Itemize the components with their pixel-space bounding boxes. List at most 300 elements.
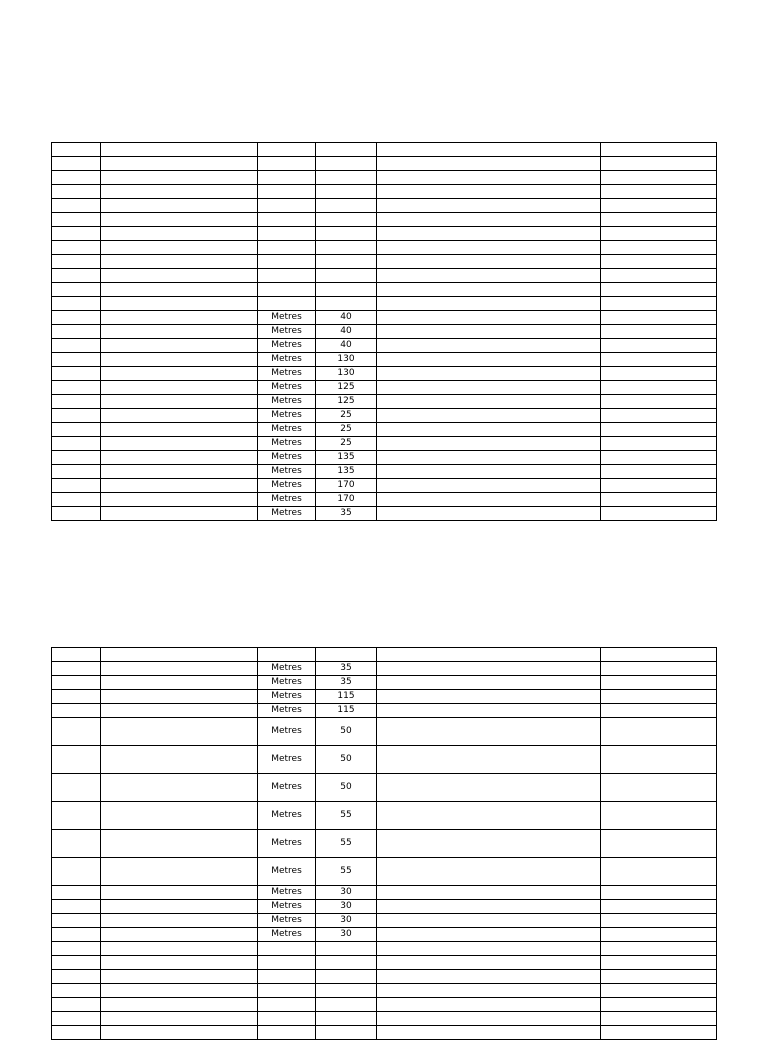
unit-cell [258, 157, 316, 171]
unit-cell [258, 297, 316, 311]
unit-cell [258, 970, 316, 984]
unit-cell [258, 227, 316, 241]
item-cell [52, 143, 101, 157]
rate-cell [377, 143, 601, 157]
unit-cell: Metres [258, 802, 316, 830]
item-cell [52, 213, 101, 227]
unit-cell: Metres [258, 886, 316, 900]
amount-cell [601, 914, 717, 928]
quantity-cell: 50 [316, 746, 377, 774]
rate-cell [377, 914, 601, 928]
rate-cell [377, 437, 601, 451]
rate-cell [377, 886, 601, 900]
table-row [52, 269, 717, 283]
item-cell [52, 199, 101, 213]
table-row [52, 409, 717, 423]
description-cell [101, 648, 258, 662]
item-cell [52, 437, 101, 451]
description-cell [101, 914, 258, 928]
unit-cell: Metres [258, 353, 316, 367]
description-cell [101, 353, 258, 367]
amount-cell [601, 858, 717, 886]
description-cell [101, 451, 258, 465]
unit-cell: Metres [258, 718, 316, 746]
rate-cell [377, 648, 601, 662]
quantity-cell: 170 [316, 493, 377, 507]
quantity-cell: 55 [316, 830, 377, 858]
rate-cell [377, 339, 601, 353]
unit-cell [258, 283, 316, 297]
item-cell [52, 479, 101, 493]
unit-cell: Metres [258, 746, 316, 774]
amount-cell [601, 746, 717, 774]
quantity-cell [316, 171, 377, 185]
quantity-cell [316, 283, 377, 297]
rate-cell [377, 998, 601, 1012]
description-cell [101, 830, 258, 858]
item-cell [52, 353, 101, 367]
description-cell [101, 143, 258, 157]
rate-cell [377, 493, 601, 507]
description-cell [101, 479, 258, 493]
item-cell [52, 970, 101, 984]
item-cell [52, 367, 101, 381]
rate-cell [377, 241, 601, 255]
quantity-cell: 50 [316, 718, 377, 746]
table-row [52, 353, 717, 367]
item-cell [52, 858, 101, 886]
unit-cell: Metres [258, 381, 316, 395]
rate-cell [377, 802, 601, 830]
item-cell [52, 493, 101, 507]
unit-cell: Metres [258, 914, 316, 928]
item-cell [52, 900, 101, 914]
unit-cell [258, 648, 316, 662]
table-row [52, 676, 717, 690]
description-cell [101, 381, 258, 395]
item-cell [52, 507, 101, 521]
amount-cell [601, 830, 717, 858]
table-row [52, 465, 717, 479]
quantity-cell: 40 [316, 311, 377, 325]
unit-cell [258, 255, 316, 269]
unit-cell: Metres [258, 409, 316, 423]
unit-cell: Metres [258, 774, 316, 802]
description-cell [101, 465, 258, 479]
amount-cell [601, 956, 717, 970]
rate-cell [377, 311, 601, 325]
description-cell [101, 507, 258, 521]
rate-cell [377, 774, 601, 802]
quantity-cell: 115 [316, 704, 377, 718]
description-cell [101, 409, 258, 423]
unit-cell: Metres [258, 493, 316, 507]
unit-cell [258, 199, 316, 213]
description-cell [101, 942, 258, 956]
quantity-cell: 30 [316, 914, 377, 928]
amount-cell [601, 423, 717, 437]
amount-cell [601, 984, 717, 998]
item-cell [52, 185, 101, 199]
table-row [52, 858, 717, 886]
item-cell [52, 451, 101, 465]
quantity-cell: 35 [316, 676, 377, 690]
item-cell [52, 830, 101, 858]
rate-cell [377, 1026, 601, 1040]
description-cell [101, 227, 258, 241]
description-cell [101, 311, 258, 325]
amount-cell [601, 199, 717, 213]
rate-cell [377, 255, 601, 269]
unit-cell: Metres [258, 311, 316, 325]
rate-cell [377, 746, 601, 774]
description-cell [101, 255, 258, 269]
amount-cell [601, 998, 717, 1012]
rate-cell [377, 171, 601, 185]
amount-cell [601, 255, 717, 269]
amount-cell [601, 325, 717, 339]
item-cell [52, 325, 101, 339]
rate-cell [377, 718, 601, 746]
rate-cell [377, 984, 601, 998]
amount-cell [601, 507, 717, 521]
quantity-cell [316, 241, 377, 255]
table-1-body [52, 143, 717, 521]
table-row [52, 479, 717, 493]
amount-cell [601, 1012, 717, 1026]
item-cell [52, 984, 101, 998]
table-row [52, 325, 717, 339]
quantity-cell [316, 1026, 377, 1040]
quantity-cell [316, 227, 377, 241]
rate-cell [377, 381, 601, 395]
quantity-table-1 [51, 142, 717, 521]
rate-cell [377, 409, 601, 423]
rate-cell [377, 157, 601, 171]
table-row [52, 157, 717, 171]
unit-cell: Metres [258, 339, 316, 353]
amount-cell [601, 802, 717, 830]
description-cell [101, 1026, 258, 1040]
quantity-cell [316, 998, 377, 1012]
description-cell [101, 928, 258, 942]
rate-cell [377, 662, 601, 676]
item-cell [52, 171, 101, 185]
unit-cell [258, 241, 316, 255]
item-cell [52, 914, 101, 928]
item-cell [52, 942, 101, 956]
amount-cell [601, 297, 717, 311]
unit-cell [258, 269, 316, 283]
description-cell [101, 199, 258, 213]
quantity-cell [316, 199, 377, 213]
description-cell [101, 213, 258, 227]
item-cell [52, 886, 101, 900]
table-row [52, 928, 717, 942]
quantity-cell [316, 213, 377, 227]
quantity-cell [316, 942, 377, 956]
unit-cell: Metres [258, 704, 316, 718]
description-cell [101, 493, 258, 507]
table-row [52, 662, 717, 676]
rate-cell [377, 970, 601, 984]
description-cell [101, 339, 258, 353]
quantity-cell: 35 [316, 507, 377, 521]
unit-cell: Metres [258, 858, 316, 886]
table-row [52, 830, 717, 858]
quantity-cell [316, 185, 377, 199]
quantity-cell [316, 143, 377, 157]
quantity-cell: 115 [316, 690, 377, 704]
unit-cell: Metres [258, 690, 316, 704]
table-row [52, 774, 717, 802]
table-row [52, 746, 717, 774]
table-row [52, 1012, 717, 1026]
rate-cell [377, 213, 601, 227]
item-cell [52, 157, 101, 171]
amount-cell [601, 886, 717, 900]
amount-cell [601, 465, 717, 479]
amount-cell [601, 704, 717, 718]
rate-cell [377, 676, 601, 690]
item-cell [52, 998, 101, 1012]
description-cell [101, 984, 258, 998]
table-row [52, 886, 717, 900]
unit-cell [258, 213, 316, 227]
quantity-cell [316, 648, 377, 662]
unit-cell [258, 1012, 316, 1026]
item-cell [52, 774, 101, 802]
amount-cell [601, 381, 717, 395]
table-row [52, 311, 717, 325]
amount-cell [601, 942, 717, 956]
table-row [52, 227, 717, 241]
amount-cell [601, 451, 717, 465]
item-cell [52, 283, 101, 297]
table-row [52, 199, 717, 213]
quantity-cell [316, 956, 377, 970]
description-cell [101, 746, 258, 774]
rate-cell [377, 423, 601, 437]
unit-cell [258, 1026, 316, 1040]
item-cell [52, 1012, 101, 1026]
unit-cell: Metres [258, 367, 316, 381]
rate-cell [377, 900, 601, 914]
item-cell [52, 395, 101, 409]
description-cell [101, 704, 258, 718]
item-cell [52, 297, 101, 311]
amount-cell [601, 493, 717, 507]
description-cell [101, 970, 258, 984]
item-cell [52, 746, 101, 774]
quantity-cell: 30 [316, 900, 377, 914]
amount-cell [601, 1026, 717, 1040]
rate-cell [377, 465, 601, 479]
item-cell [52, 269, 101, 283]
description-cell [101, 185, 258, 199]
description-cell [101, 367, 258, 381]
amount-cell [601, 928, 717, 942]
amount-cell [601, 774, 717, 802]
amount-cell [601, 690, 717, 704]
amount-cell [601, 662, 717, 676]
item-cell [52, 311, 101, 325]
rate-cell [377, 956, 601, 970]
table-row [52, 998, 717, 1012]
table-row [52, 1026, 717, 1040]
description-cell [101, 395, 258, 409]
table-row [52, 914, 717, 928]
unit-cell: Metres [258, 830, 316, 858]
item-cell [52, 704, 101, 718]
amount-cell [601, 718, 717, 746]
unit-cell: Metres [258, 507, 316, 521]
description-cell [101, 269, 258, 283]
unit-cell: Metres [258, 451, 316, 465]
table-row [52, 493, 717, 507]
description-cell [101, 690, 258, 704]
item-cell [52, 241, 101, 255]
description-cell [101, 802, 258, 830]
item-cell [52, 227, 101, 241]
amount-cell [601, 157, 717, 171]
quantity-cell [316, 984, 377, 998]
rate-cell [377, 830, 601, 858]
table-row [52, 185, 717, 199]
quantity-cell [316, 255, 377, 269]
table-row [52, 802, 717, 830]
table-row [52, 451, 717, 465]
quantity-cell [316, 269, 377, 283]
description-cell [101, 423, 258, 437]
description-cell [101, 774, 258, 802]
description-cell [101, 1012, 258, 1026]
rate-cell [377, 185, 601, 199]
rate-cell [377, 353, 601, 367]
unit-cell [258, 998, 316, 1012]
rate-cell [377, 507, 601, 521]
table-row [52, 718, 717, 746]
description-cell [101, 325, 258, 339]
item-cell [52, 648, 101, 662]
unit-cell [258, 942, 316, 956]
rate-cell [377, 1012, 601, 1026]
quantity-cell [316, 970, 377, 984]
rate-cell [377, 704, 601, 718]
table-row [52, 171, 717, 185]
table-row [52, 956, 717, 970]
quantity-cell: 55 [316, 858, 377, 886]
quantity-cell: 135 [316, 451, 377, 465]
table-2-body [52, 648, 717, 1040]
description-cell [101, 900, 258, 914]
quantity-cell [316, 297, 377, 311]
quantity-cell: 125 [316, 381, 377, 395]
rate-cell [377, 942, 601, 956]
amount-cell [601, 213, 717, 227]
table-row [52, 213, 717, 227]
item-cell [52, 423, 101, 437]
amount-cell [601, 437, 717, 451]
unit-cell [258, 143, 316, 157]
table-row [52, 437, 717, 451]
rate-cell [377, 283, 601, 297]
quantity-cell: 30 [316, 886, 377, 900]
table-row [52, 970, 717, 984]
unit-cell: Metres [258, 465, 316, 479]
table-row [52, 690, 717, 704]
description-cell [101, 241, 258, 255]
quantity-cell: 170 [316, 479, 377, 493]
quantity-cell: 40 [316, 325, 377, 339]
table-row [52, 283, 717, 297]
rate-cell [377, 325, 601, 339]
quantity-cell: 130 [316, 367, 377, 381]
amount-cell [601, 900, 717, 914]
item-cell [52, 676, 101, 690]
table-row [52, 367, 717, 381]
quantity-cell: 130 [316, 353, 377, 367]
table-row [52, 984, 717, 998]
unit-cell [258, 171, 316, 185]
item-cell [52, 1026, 101, 1040]
unit-cell: Metres [258, 900, 316, 914]
amount-cell [601, 143, 717, 157]
rate-cell [377, 451, 601, 465]
unit-cell: Metres [258, 928, 316, 942]
quantity-cell: 50 [316, 774, 377, 802]
table-row [52, 297, 717, 311]
table-row [52, 395, 717, 409]
description-cell [101, 297, 258, 311]
table-row [52, 241, 717, 255]
unit-cell: Metres [258, 395, 316, 409]
item-cell [52, 928, 101, 942]
item-cell [52, 409, 101, 423]
table-row [52, 507, 717, 521]
table-row [52, 381, 717, 395]
table-row [52, 704, 717, 718]
rate-cell [377, 690, 601, 704]
rate-cell [377, 928, 601, 942]
amount-cell [601, 339, 717, 353]
rate-cell [377, 367, 601, 381]
amount-cell [601, 185, 717, 199]
unit-cell: Metres [258, 325, 316, 339]
amount-cell [601, 395, 717, 409]
item-cell [52, 718, 101, 746]
table-row [52, 339, 717, 353]
table-row [52, 942, 717, 956]
description-cell [101, 956, 258, 970]
quantity-cell: 25 [316, 437, 377, 451]
description-cell [101, 676, 258, 690]
rate-cell [377, 858, 601, 886]
amount-cell [601, 479, 717, 493]
description-cell [101, 283, 258, 297]
quantity-cell: 135 [316, 465, 377, 479]
description-cell [101, 437, 258, 451]
item-cell [52, 690, 101, 704]
description-cell [101, 718, 258, 746]
rate-cell [377, 227, 601, 241]
quantity-cell: 40 [316, 339, 377, 353]
quantity-table-2 [51, 647, 717, 1040]
table-row [52, 648, 717, 662]
description-cell [101, 171, 258, 185]
amount-cell [601, 171, 717, 185]
amount-cell [601, 676, 717, 690]
